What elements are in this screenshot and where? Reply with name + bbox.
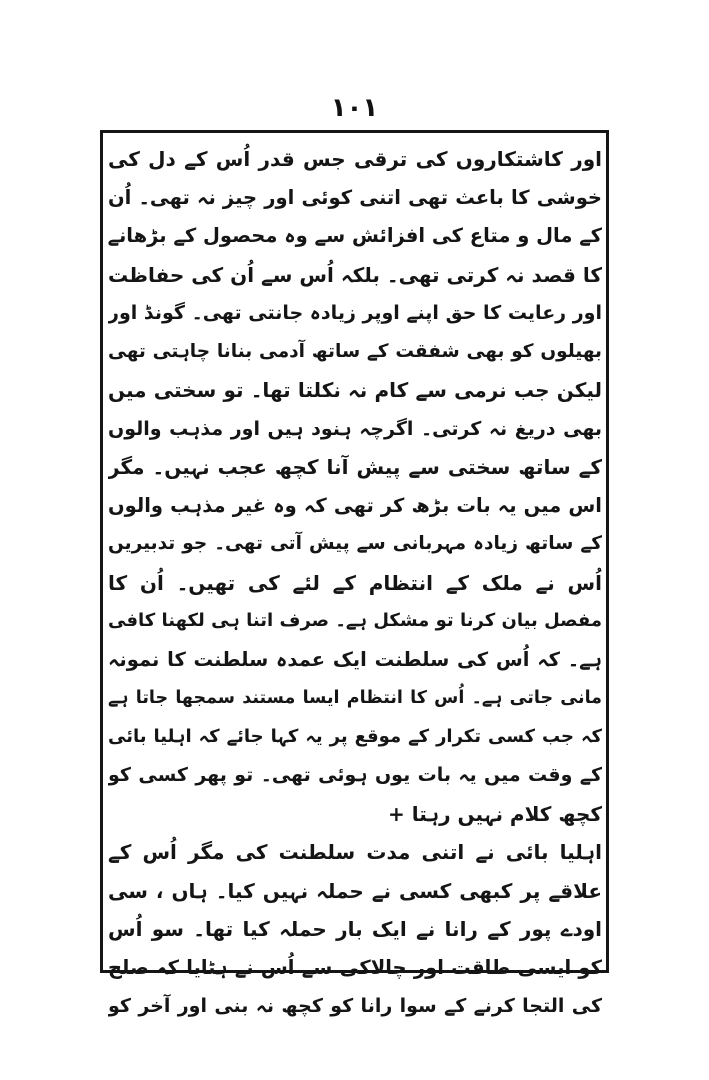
text-line: اہلیا بائی نے اتنی مدت سلطنت کی مگر اُس کے (108, 840, 602, 864)
text-line: کو ایسی طاقت اور چالاکی سے اُس نے ہٹایا کہ صلح (108, 955, 602, 979)
text-line: کے مال و متاع کی افزائش سے وہ محصول کے بڑھانے (108, 224, 602, 247)
text-line: اُس نے ملک کے انتظام کے لئے کی تھیں۔ اُن کا (108, 570, 602, 595)
text-line: بھی دریغ نہ کرتی۔ اگرچہ ہنود ہیں اور مذہب والوں (108, 417, 602, 440)
text-line: خوشی کا باعث تھی اتنی کوئی اور چیز نہ تھی۔ اُن (108, 185, 602, 209)
text-line: اودے پور کے رانا نے ایک بار حملہ کیا تھا۔ سو اُس (108, 917, 602, 941)
text-line: مفصل بیان کرنا تو مشکل ہے۔ صرف اتنا ہی لکھنا کافی (108, 610, 602, 631)
text-line: کے ساتھ سختی سے پیش آنا کچھ عجب نہیں۔ مگر (108, 455, 602, 479)
page-text (108, 140, 602, 1026)
text-line: کے ساتھ زیادہ مہربانی سے پیش آتی تھی۔ جو تدبیریں (108, 533, 602, 554)
text-line: اس میں یہ بات بڑھ کر تھی کہ وہ غیر مذہب والوں (108, 493, 602, 517)
text-line: اور رعایت کا حق اپنے اوپر زیادہ جانتی تھی۔ گونڈ اور (108, 302, 602, 324)
text-line: کہ جب کسی تکرار کے موقع پر یہ کہا جائے کہ اہلیا بائی (108, 725, 602, 747)
text-line: ہے۔ کہ اُس کی سلطنت ایک عمدہ سلطنت کا نمونہ (108, 647, 602, 671)
text-line: کا قصد نہ کرتی تھی۔ بلکہ اُس سے اُن کی حفاظت (108, 262, 602, 287)
page-number: ١٠١ (330, 93, 379, 123)
text-line: علاقے پر کبھی کسی نے حملہ نہیں کیا۔ ہاں ، سی (108, 878, 602, 903)
text-line: لیکن جب نرمی سے کام نہ نکلتا تھا۔ تو سختی میں (108, 378, 602, 402)
text-line: کے وقت میں یہ بات یوں ہوئی تھی۔ تو پھر کسی کو (108, 764, 602, 786)
text-line: اور کاشتکاروں کی ترقی جس قدر اُس کے دل کی (108, 147, 602, 171)
text-line-paragraph-end: کچھ کلام نہیں رہتا + (387, 801, 602, 826)
text-line: مانی جاتی ہے۔ اُس کا انتظام ایسا مستند سمجھا جاتا ہے (108, 688, 602, 708)
text-line: کی التجا کرنے کے سوا رانا کو کچھ نہ بنی اور آخر کو (108, 995, 602, 1017)
text-line: بھیلوں کو بھی شفقت کے ساتھ آدمی بنانا چاہتی تھی (108, 340, 602, 362)
